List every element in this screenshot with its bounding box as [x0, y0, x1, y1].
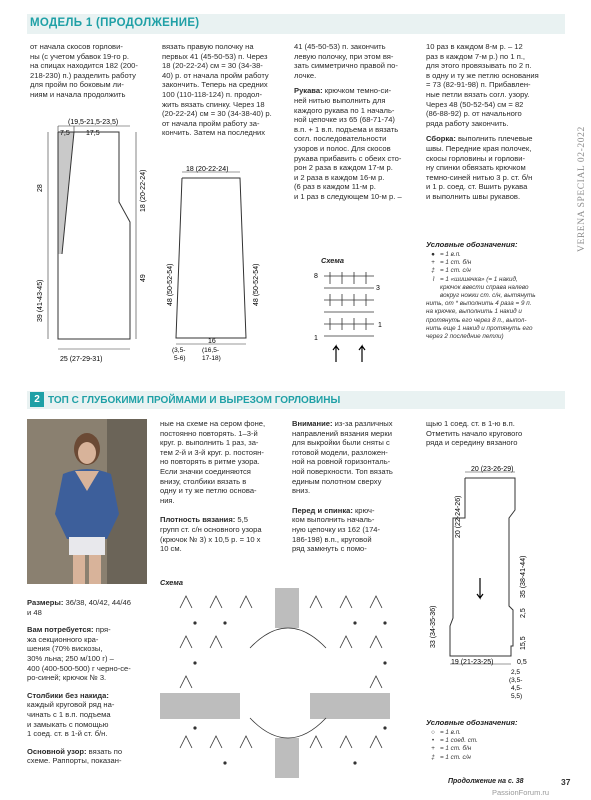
- dim-0-5: 0,5: [517, 659, 527, 666]
- row-label-8: 8: [314, 273, 318, 280]
- dim-stack-1: (3,5-: [509, 677, 523, 684]
- row-label-3: 3: [376, 285, 380, 292]
- col3-text: 41 (45-50-53) п. закончить левую полочку, при этом вя- зать симметрично правой по- лочке. Рукава: крючком темно-си- ней нитью выполнить для каждого рукава по 1 началь- ной цепочке из 65 (68-71-74) в.п. + 1 в.п. подъема и вязать согл. последовательности узоров и полос. Для скосов рукава прибавить с обеих сто- рон 2 раза в каждом 17-м р. и 2 раза в каждом 16-м р. (6 раз в каждом 11-м р. и 1 раз в следующем 10-м р. –: [294, 42, 402, 201]
- dim-35: 35 (38-41-44): [520, 555, 527, 598]
- scheme2-diagram: [160, 588, 420, 778]
- dim-33: 33 (34-35-36): [430, 605, 437, 648]
- dim-bottom: 19 (21-23-25): [451, 659, 494, 666]
- section2-title: ТОП С ГЛУБОКИМИ ПРОЙМАМИ И ВЫРЕЗОМ ГОРЛОВИНЫ: [48, 395, 341, 406]
- dim-39: 39 (41-43-45): [37, 279, 44, 322]
- side-brand: VERENA SPECIAL 02-2022: [577, 126, 587, 252]
- dim-18: 18 (20-22-24): [140, 169, 147, 212]
- row-label-1: 1: [378, 322, 382, 329]
- dim-2-5: 2,5: [520, 608, 527, 618]
- page-number: 37: [561, 777, 571, 787]
- continue-note: Продолжение на с. 38: [448, 778, 524, 785]
- dim-sleeve-br: (16,5-: [202, 347, 219, 354]
- scheme1-diagram: [314, 264, 414, 364]
- watermark: PassionForum.ru: [492, 788, 550, 797]
- bobble-icon: ⌇: [431, 275, 435, 283]
- arrow-icon: [359, 346, 365, 362]
- dim-sleeve-left: 48 (50-52-54): [167, 263, 174, 306]
- dim-sleeve-bl: (3,5-: [172, 347, 186, 354]
- dim-7-5: 7,5: [60, 130, 70, 137]
- legend2-title: Условные обозначения:: [426, 718, 518, 727]
- row-label-1b: 1: [314, 335, 318, 342]
- scheme1-label: Схема: [321, 256, 344, 265]
- pattern1-diagram: [30, 112, 160, 374]
- dim-sleeve-top: 18 (20-22-24): [186, 166, 229, 173]
- model-photo: [27, 419, 147, 584]
- sc-icon: +: [431, 745, 435, 753]
- dim-stack-0: 2,5: [511, 669, 521, 676]
- s2-col2: ные на схеме на сером фоне, постоянно повторять. 1–3-й круг. р. выполнить 1 раз, за- тем 2-й и 3-й круг. р. постоян- но повторять в ритме узора. Если значки соединяются внизу, столбики вязать в одну и ту же петлю основа- ния. Плотность вязания: 5,5 групп ст. с/н основного узора (крючок № 3) х 10,5 р. = 10 х 10 см.: [160, 419, 266, 554]
- arrow-icon: [333, 346, 339, 362]
- dim-17-5: 17,5: [86, 130, 100, 137]
- s2-col3: Внимание: из-за различных направлений вязания мерки для выкройки были сняты с готовой модели, разложен- ной на ровной горизонталь- ной поверхности. Топ вязать единым полотном сверху вниз. Перед и спинка: крюч- ком выполнить началь- ную цепочку из 162 (174- 186-198) в.п., круговой ряд замкнуть с помо-: [292, 419, 393, 554]
- dim-15-5: 15,5: [520, 636, 527, 650]
- s2-col4: щью 1 соед. ст. в 1-ю в.п. Отметить начало кругового ряда и середину вязаного: [426, 419, 523, 448]
- legend1-list: ● = 1 в.п. + = 1 ст. б/н ‡ = 1 ст. с/н ⌇ = 1 «шишечка» (= 1 накид, крючок ввести справа налево вокруг ножки ст. с/н, вытянуть нить, от * выполнить 4 раза = 9 п. на крючке, выполнить 1 накид и протянуть его через 8 п., выпол- нить еще 1 накид и протянуть его через 2 последние петли): [426, 251, 536, 341]
- dim-neck: (19,5-21,5-23,5): [68, 119, 119, 126]
- dim-25: 25 (27-29-31): [60, 356, 103, 363]
- arrow-down-icon: [477, 578, 483, 598]
- dim-sleeve-right: 48 (50-52-54): [253, 263, 260, 306]
- sc-icon: +: [431, 259, 435, 267]
- chain-icon: ●: [431, 251, 435, 258]
- col4-text: 10 раз в каждом 8-м р. – 12 раз в каждом 7-м р.) по 1 п., для этого провязывать по 2 п. в одну и ту же петлю основания = 73 (82-91-98) п. Прибавлен- ные петли вязать согл. узору. Через 48 (50-52-54) см = 82 (86-88-92) р. от начального ряда работу закончить. Сборка: выполнить плечевые швы. Передние края полочек, скосы горловины и горлови- ну спинки обвязать крючком темно-синей нитью 3 р. ст. б/н и 1 р. соед. ст. Вшить рукава и выполнить швы рукавов.: [426, 42, 539, 201]
- s2-col1: Размеры: 36/38, 40/42, 44/46 и 48 Вам потребуется: пря- жа секционного кра- шения (70% вискозы, 30% льна; 250 м/100 г) – 400 (400-500-500) г черно-се- ро-синей; крючок № 3. Столбики без накида: каждый круговой ряд на- чинать с 1 в.п. подъема и замыкать с помощью 1 соед. ст. в 1-й ст. б/н. Основной узор: вязать по схеме. Раппорты, показан-: [27, 598, 131, 766]
- chain-icon: ○: [431, 729, 435, 736]
- section2-number: 2: [30, 392, 44, 407]
- col1-text: от начала скосов горлови- ны (с учетом убавок 19-го р. на спицах находится 182 (200- 218-230) п.) разделить работу для пройм по боковым ли- ниям и начала продолжить: [30, 42, 138, 99]
- dim-stack-3: 5,5): [511, 693, 523, 700]
- dc-icon: ‡: [431, 267, 435, 275]
- slip-icon: •: [431, 737, 435, 745]
- model-figure: [27, 419, 147, 584]
- scheme2-label: Схема: [160, 578, 183, 587]
- section-title: МОДЕЛЬ 1 (ПРОДОЛЖЕНИЕ): [30, 17, 200, 29]
- dim-20: 20 (22-24-26): [455, 495, 462, 538]
- pattern2-diagram: [160, 166, 290, 366]
- pattern3-diagram: [425, 458, 560, 718]
- dim-49: 49: [140, 274, 147, 282]
- dim-sleeve-br2: 17-18): [202, 355, 221, 362]
- legend2-list: ○ = 1 в.п. • = 1 соед. ст. + = 1 ст. б/н ‡ = 1 ст. с/н: [426, 729, 556, 762]
- dim-28: 28: [37, 184, 44, 192]
- dc-icon: ‡: [431, 753, 435, 761]
- legend1-title: Условные обозначения:: [426, 240, 518, 249]
- dim-stack-2: 4,5-: [511, 685, 523, 692]
- dim-sleeve-bl2: 5-6): [174, 355, 186, 362]
- dim-top: 20 (23-26-29): [471, 466, 514, 473]
- dim-sleeve-bottom: 16: [208, 338, 216, 345]
- col2-text: вязать правую полочку на первых 41 (45-50-53) п. Через 18 (20-22-24) см = 30 (34-38- 40) р. от начала пройм работу закончить. Теперь на средних 100 (110-118-124) п. продол- жить вязать спинку. Через 18 (20-22-24) см = 30 (34-38-40) р. от начала пройм работу за- кончить. Затем на последних: [162, 42, 272, 138]
